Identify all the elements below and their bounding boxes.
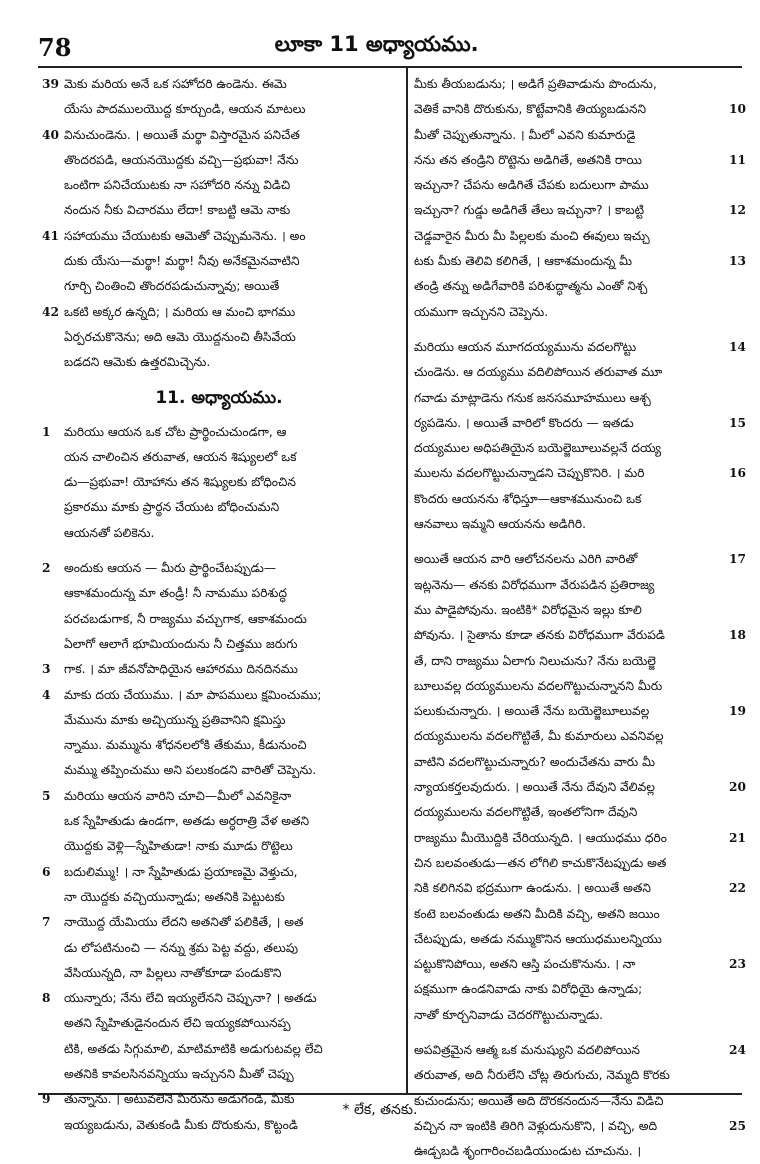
column-divider xyxy=(406,66,408,1093)
verse-number: 6 xyxy=(42,864,51,879)
verse-number: 18 xyxy=(729,628,746,643)
text-line xyxy=(42,420,396,445)
line-text: తండ్రి తన్ను అడిగేవారికి పరిశుద్ధాత్మను ఎంతో నిశ్చ xyxy=(414,279,648,294)
line-text: దుకు యేసు—మర్థా! మర్థా! నీవు అనేకమైనవాటిని xyxy=(64,254,300,269)
line-text: ఊడ్చబడి శృంగారించబడియుండుట చూచును. । xyxy=(414,1144,642,1159)
text-line xyxy=(414,674,746,699)
verse-number: 13 xyxy=(729,254,746,269)
page-header xyxy=(38,30,742,64)
line-text: ఇయ్యబడును, వెతుకండి మీకు దొరుకును, కొట్టండి xyxy=(64,1117,298,1132)
running-title: లూకా 11 అధ్యాయము. xyxy=(274,32,479,56)
text-line xyxy=(414,547,746,572)
line-text: డు—ప్రభువా! యోహాను తన శిష్యులకు బోధించిన xyxy=(64,475,296,490)
page-number: 78 xyxy=(38,32,72,62)
line-text: బడదని ఆమెకు ఉత్తరమిచ్చెను. xyxy=(64,355,211,370)
line-text: ప్రకారము మాకు ప్రార్థన చేయుట బోధించుమని xyxy=(64,500,280,515)
text-line xyxy=(414,977,746,1002)
line-text: కొందరు ఆయనను శోధిస్తూ—ఆకాశమునుంచి ఒక xyxy=(414,491,642,506)
text-line xyxy=(42,1062,396,1087)
footnote: * లేక, తనకు. xyxy=(342,1102,418,1118)
line-text: తే, దాని రాజ్యము ఏలాగు నిలుచును? నేను బయెల్జె xyxy=(414,653,656,668)
text-line xyxy=(414,775,746,800)
text-line xyxy=(414,461,746,486)
paragraph-gap xyxy=(414,1028,746,1038)
line-text: నందున నీకు విచారము లేదా! కాబట్టి ఆమె నాకు xyxy=(64,203,291,218)
line-text: మాకు దయ చేయుము. । మా పాపములు క్షమించుము; xyxy=(64,687,322,702)
text-line xyxy=(42,809,396,834)
verse-number: 25 xyxy=(729,1118,746,1133)
text-line xyxy=(414,436,746,461)
line-text: అతని స్నేహితుడైనందున లేచి ఇయ్యకపోయినప్ప xyxy=(64,1016,291,1031)
paragraph-gap xyxy=(414,325,746,335)
verse-number: 2 xyxy=(42,561,51,576)
line-text: తొందరపడి, ఆయనయొద్దకు వచ్చి—ప్రభువా! నేను xyxy=(64,152,299,167)
text-line xyxy=(414,952,746,977)
line-text: సహాయము చేయుటకు ఆమెతో చెప్పుమనెను. । అం xyxy=(64,228,306,243)
line-text: పక్షముగా ఉండనివాడు నాకు విరోధియై ఉన్నాడు; xyxy=(414,982,643,997)
verse-number: 11 xyxy=(729,152,746,167)
text-line xyxy=(414,573,746,598)
verse-number: 20 xyxy=(729,780,746,795)
line-text: మెకు మరియ అనే ఒక సహోదరి ఉండెను. ఈమె xyxy=(64,77,287,91)
line-text: ము పాడైపోవును. ఇంటికి* విరోధమైన ఇల్లు కూలి xyxy=(414,602,642,617)
verse-number: 9 xyxy=(42,1092,51,1107)
line-text: వినుచుండెను. । అయితే మర్థా విస్తారమైన పనిచేత xyxy=(64,127,300,142)
line-text: న్నాము. మమ్మును శోధనలలోకి తేకుము, కీడునుంచి xyxy=(64,738,307,753)
text-line xyxy=(42,274,396,299)
verse-number: 21 xyxy=(729,830,746,845)
line-text: అందుకు ఆయన — మీరు ప్రార్థించేటప్పుడు— xyxy=(64,561,277,576)
text-line xyxy=(42,495,396,520)
text-line xyxy=(42,936,396,961)
text-line xyxy=(42,1037,396,1062)
text-line xyxy=(42,986,396,1011)
text-line xyxy=(414,1003,746,1028)
line-text: రాజ్యము మీయొద్దికి చేరియున్నది. । ఆయుధము ధరిం xyxy=(414,830,667,845)
line-text: ములను వదలగొట్టుచున్నాడని చెప్పుకొనిరి. । మరి xyxy=(414,466,645,481)
verse-number: 10 xyxy=(729,102,746,117)
verse-number: 24 xyxy=(729,1042,746,1057)
text-line xyxy=(414,386,746,411)
verse-number: 17 xyxy=(729,552,746,567)
line-text: నా యొద్దకు వచ్చియున్నాడు; అతనికి పెట్టుటకు xyxy=(64,889,285,904)
text-line xyxy=(414,699,746,724)
line-text: దయ్యములను వదలగొట్టితే, మీ కుమారులు ఎవనివల్ల xyxy=(414,729,664,744)
line-text: ఇచ్చునా? గుడ్డు అడిగితే తేలు ఇచ్చునా? । కాబట్టి xyxy=(414,203,645,218)
line-text: డు లోపటినుంచి — నన్ను శ్రమ పెట్ట వద్దు, తలుపు xyxy=(64,940,298,955)
line-text: ర్యపడెను. । అయితే వారిలో కొందరు — ఇతడు xyxy=(414,415,634,430)
text-line xyxy=(414,360,746,385)
paragraph-gap xyxy=(42,546,396,556)
footer-rule xyxy=(38,1093,742,1095)
line-text: గవాడు మాట్లాడెను గనుక జనసమూహములు ఆశ్చ xyxy=(414,390,651,405)
verse-number: 23 xyxy=(729,957,746,972)
text-line xyxy=(414,851,746,876)
text-line xyxy=(42,148,396,173)
line-text: టికి, అతడు సిగ్గుమాలి, మాటిమాటికి అడుగుటవల్ల లేచి xyxy=(64,1041,323,1056)
line-text: నను తన తండ్రిని రొట్టెను అడిగితే, అతనికి రాయి xyxy=(414,152,642,167)
line-text: తున్నాను. । అటువలెనే మీరును అడుగండి, మీకు xyxy=(64,1092,295,1107)
text-line xyxy=(414,249,746,274)
verse-number: 3 xyxy=(42,662,51,677)
text-line xyxy=(42,657,396,682)
line-text: వెతికే వానికి దొరుకును, కొట్టేవానికి తియ్యబడునని xyxy=(414,102,647,117)
text-line xyxy=(42,581,396,606)
verse-number: 12 xyxy=(729,203,746,218)
text-line xyxy=(414,300,746,325)
verse-number: 22 xyxy=(729,881,746,896)
text-line xyxy=(414,598,746,623)
line-text: చుండెను. ఆ దయ్యము వదిలిపోయిన తరువాత మూ xyxy=(414,365,663,380)
line-text: అపవిత్రమైన ఆత్మ ఒక మనుష్యుని వదలిపోయిన xyxy=(414,1042,640,1057)
text-line xyxy=(414,148,746,173)
line-text: మీతో చెప్పుతున్నాను. । మీలో ఎవని కుమారుడై xyxy=(414,127,636,142)
line-text: యేసు పాదములయొద్ద కూర్చుండి, ఆయన మాటలు xyxy=(64,102,306,117)
text-line xyxy=(414,1038,746,1063)
line-text: మమ్ము తప్పించుము అని పలుకండని వారితో చెప్పెను. xyxy=(64,763,317,778)
line-text: టకు మీకు తెలివి కలిగితే, । ఆకాశమందున్న మీ xyxy=(414,254,632,269)
text-line xyxy=(414,623,746,648)
text-line xyxy=(42,350,396,375)
line-text: మరియు ఆయన ఒక చోట ప్రార్థించుచుండగా, ఆ xyxy=(64,424,287,439)
text-line xyxy=(414,72,746,97)
verse-number: 8 xyxy=(42,991,51,1006)
text-line xyxy=(42,961,396,986)
verse-number: 1 xyxy=(42,424,51,439)
line-text: అయితే ఆయన వారి ఆలోచనలను ఎరిగి వారితో xyxy=(414,552,638,567)
chapter-heading: 11. అధ్యాయము. xyxy=(155,387,283,408)
text-line xyxy=(414,411,746,436)
line-text: యముగా ఇచ్చునని చెప్పెను. xyxy=(414,304,549,319)
text-line xyxy=(42,683,396,708)
line-text: ఒక స్నేహితుడు ఉండగా, అతడు అర్ధరాత్రి వేళ అతని xyxy=(64,814,310,829)
text-line xyxy=(42,556,396,581)
line-text: తరువాత, అది నీరులేని చోట్ల తిరుగుచు, నెమ్మది కొరకు xyxy=(414,1068,670,1083)
line-text: అతనికి కావలసినవన్నియు ఇచ్చునని మీతో చెప్పు xyxy=(64,1066,294,1081)
line-text: ఆయనతో పలికెను. xyxy=(64,525,155,540)
line-text: ఆనవాలు ఇమ్మని ఆయనను అడిగిరి. xyxy=(414,517,586,532)
text-line xyxy=(42,521,396,546)
paragraph-gap xyxy=(414,537,746,547)
verse-number: 41 xyxy=(42,228,59,243)
verse-number: 15 xyxy=(729,415,746,430)
text-line xyxy=(42,632,396,657)
line-text: పరచబడుగాక, నీ రాజ్యము వచ్చుగాక, ఆకాశమందు xyxy=(64,611,307,626)
text-line xyxy=(42,784,396,809)
line-text: దయ్యములను వదలగొట్టితే, ఇంతలోనిగా దేవుని xyxy=(414,805,638,820)
text-line xyxy=(42,834,396,859)
text-line xyxy=(414,487,746,512)
text-line xyxy=(42,733,396,758)
text-line xyxy=(42,860,396,885)
text-line xyxy=(42,1011,396,1036)
text-line xyxy=(414,335,746,360)
text-line xyxy=(414,97,746,122)
line-text: పలుకుచున్నారు. । అయితే నేను బయెల్జెబూలువల్ల xyxy=(414,704,650,719)
verse-number: 14 xyxy=(729,339,746,354)
text-line xyxy=(42,198,396,223)
verse-number: 5 xyxy=(42,788,51,803)
line-text: చేటప్పుడు, అతడు నమ్ముకొనిన ఆయుధములన్నియు xyxy=(414,931,662,946)
text-line xyxy=(42,224,396,249)
text-line xyxy=(414,724,746,749)
line-text: వేసియున్నది, నా పిల్లలు నాతోకూడా పండుకొని xyxy=(64,965,282,980)
line-text: మేమును మాకు అచ్చియున్న ప్రతివానిని క్షమిస్తు xyxy=(64,712,286,727)
line-text: వాటిని వదలగొట్టుచున్నారు? అందుచేతను వారు మీ xyxy=(414,754,655,769)
line-text: మరియు ఆయన వారిని చూచి—మీలో ఎవనికైనా xyxy=(64,788,292,803)
line-text: మీకు తీయబడును; । అడిగే ప్రతివాడును పొందును, xyxy=(414,77,657,91)
text-line xyxy=(414,123,746,148)
text-line xyxy=(414,512,746,537)
line-text: ఏలాగో ఆలాగే భూమియందును నీ చిత్తము జరుగు xyxy=(64,636,298,651)
text-line xyxy=(42,249,396,274)
verse-number: 4 xyxy=(42,687,51,702)
line-text: ఏర్పరచుకొనెను; అది ఆమె యొద్దనుంచి తీసివేయ xyxy=(64,329,296,344)
left-column xyxy=(42,72,396,1138)
text-line xyxy=(42,445,396,470)
verse-number: 19 xyxy=(729,704,746,719)
text-line xyxy=(42,97,396,122)
line-text: చిన బలవంతుడు—తన లోగిలి కాచుకొనేటప్పుడు అత xyxy=(414,855,667,870)
text-line xyxy=(414,1063,746,1088)
line-text: బూలువల్ల దయ్యములను వదలగొట్టుచున్నానని మీరు xyxy=(414,678,663,693)
text-line xyxy=(42,325,396,350)
text-line xyxy=(42,910,396,935)
line-text: కంటె బలవంతుడు అతని మీదికి వచ్చి, అతని జయిం xyxy=(414,906,660,921)
line-text: చెడ్డవారైన మీరు మీ పిల్లలకు మంచి ఈవులు ఇచ్చు xyxy=(414,228,650,243)
line-text: ఒంటిగా పనిచేయుటకు నా సహోదరి నన్ను విడిచి xyxy=(64,178,291,193)
line-text: దయ్యముల అధిపతియైన బయెల్జెబూలువల్లనే దయ్య xyxy=(414,441,662,456)
line-text: ఇచ్చునా? చేపను అడిగితే చేపకు బదులుగా పాము xyxy=(414,178,649,193)
line-text: పోవును. । సైతాను కూడా తనకు విరోధముగా వేరుపడి xyxy=(414,628,665,643)
text-line xyxy=(414,649,746,674)
text-line xyxy=(42,173,396,198)
line-text: పట్టుకొనిపోయి, అతని ఆస్తి పంచుకొనును. । నా xyxy=(414,957,636,972)
line-text: ఆకాశమందున్న మా తండ్రీ! నీ నామము పరిశుద్ధ xyxy=(64,586,287,601)
text-line xyxy=(414,173,746,198)
text-line xyxy=(414,1139,746,1164)
line-text: నాయొద్ద యేమియు లేదని అతనితో పలికితే, । అత xyxy=(64,915,304,930)
line-text: యన చాలించిన తరువాత, ఆయన శిష్యులలో ఒక xyxy=(64,449,297,464)
line-text: నికి కలిగినవి భద్రముగా ఉండును. । అయితే అతని xyxy=(414,881,651,896)
text-line xyxy=(414,224,746,249)
line-text: మరియు ఆయన మూగదయ్యమును వదలగొట్టు xyxy=(414,339,637,354)
line-text: ఒకటి అక్కర ఉన్నది; । మరియ ఆ మంచి భాగము xyxy=(64,304,296,319)
line-text: యున్నారు; నేను లేచి ఇయ్యలేనని చెప్పునా? । అతడు xyxy=(64,991,317,1006)
verse-number: 42 xyxy=(42,304,59,319)
verse-number: 40 xyxy=(42,127,59,142)
text-line xyxy=(42,708,396,733)
line-text: గూర్చి చింతించి తొందరపడుచున్నావు; అయితే xyxy=(64,279,280,294)
text-line xyxy=(414,826,746,851)
text-line xyxy=(42,470,396,495)
text-line xyxy=(42,758,396,783)
line-text: వచ్చిన నా ఇంటికి తిరిగి వెళ్లుదునుకొని, । వచ్చి, అది xyxy=(414,1118,658,1133)
text-line xyxy=(42,300,396,325)
line-text: యొద్దకు వెళ్లి—స్నేహితుడా! నాకు మూడు రొట్టెలు xyxy=(64,839,293,854)
right-column xyxy=(414,72,746,1164)
line-text: కుచుండును; అయితే అది దొరకనందున—నేను విడిచి xyxy=(414,1093,664,1108)
text-line xyxy=(414,927,746,952)
text-line xyxy=(414,750,746,775)
verse-number: 39 xyxy=(42,77,59,91)
text-line xyxy=(414,902,746,927)
text-line xyxy=(414,800,746,825)
verse-number: 16 xyxy=(729,466,746,481)
line-text: న్యాయకర్తలవుదురు. । అయితే నేను దేవుని వేలివల్ల xyxy=(414,780,655,795)
line-text: నాతో కూర్చనివాడు చెదరగొట్టుచున్నాడు. xyxy=(414,1007,604,1022)
text-line xyxy=(414,198,746,223)
text-line xyxy=(42,885,396,910)
text-line xyxy=(42,123,396,148)
line-text: బదులిమ్ము! । నా స్నేహితుడు ప్రయాణమై వెళ్తుచు, xyxy=(64,864,298,879)
text-line xyxy=(42,72,396,97)
text-line xyxy=(414,274,746,299)
verse-number: 7 xyxy=(42,915,51,930)
text-line xyxy=(42,607,396,632)
line-text: గాక. । మా జీవనోపాధియైన ఆహారము దినదినము xyxy=(64,662,298,677)
header-rule xyxy=(38,66,742,68)
text-line xyxy=(414,876,746,901)
line-text: ఇట్లనెను— తనకు విరోధముగా వేరుపడిన ప్రతిరాజ్య xyxy=(414,577,655,592)
